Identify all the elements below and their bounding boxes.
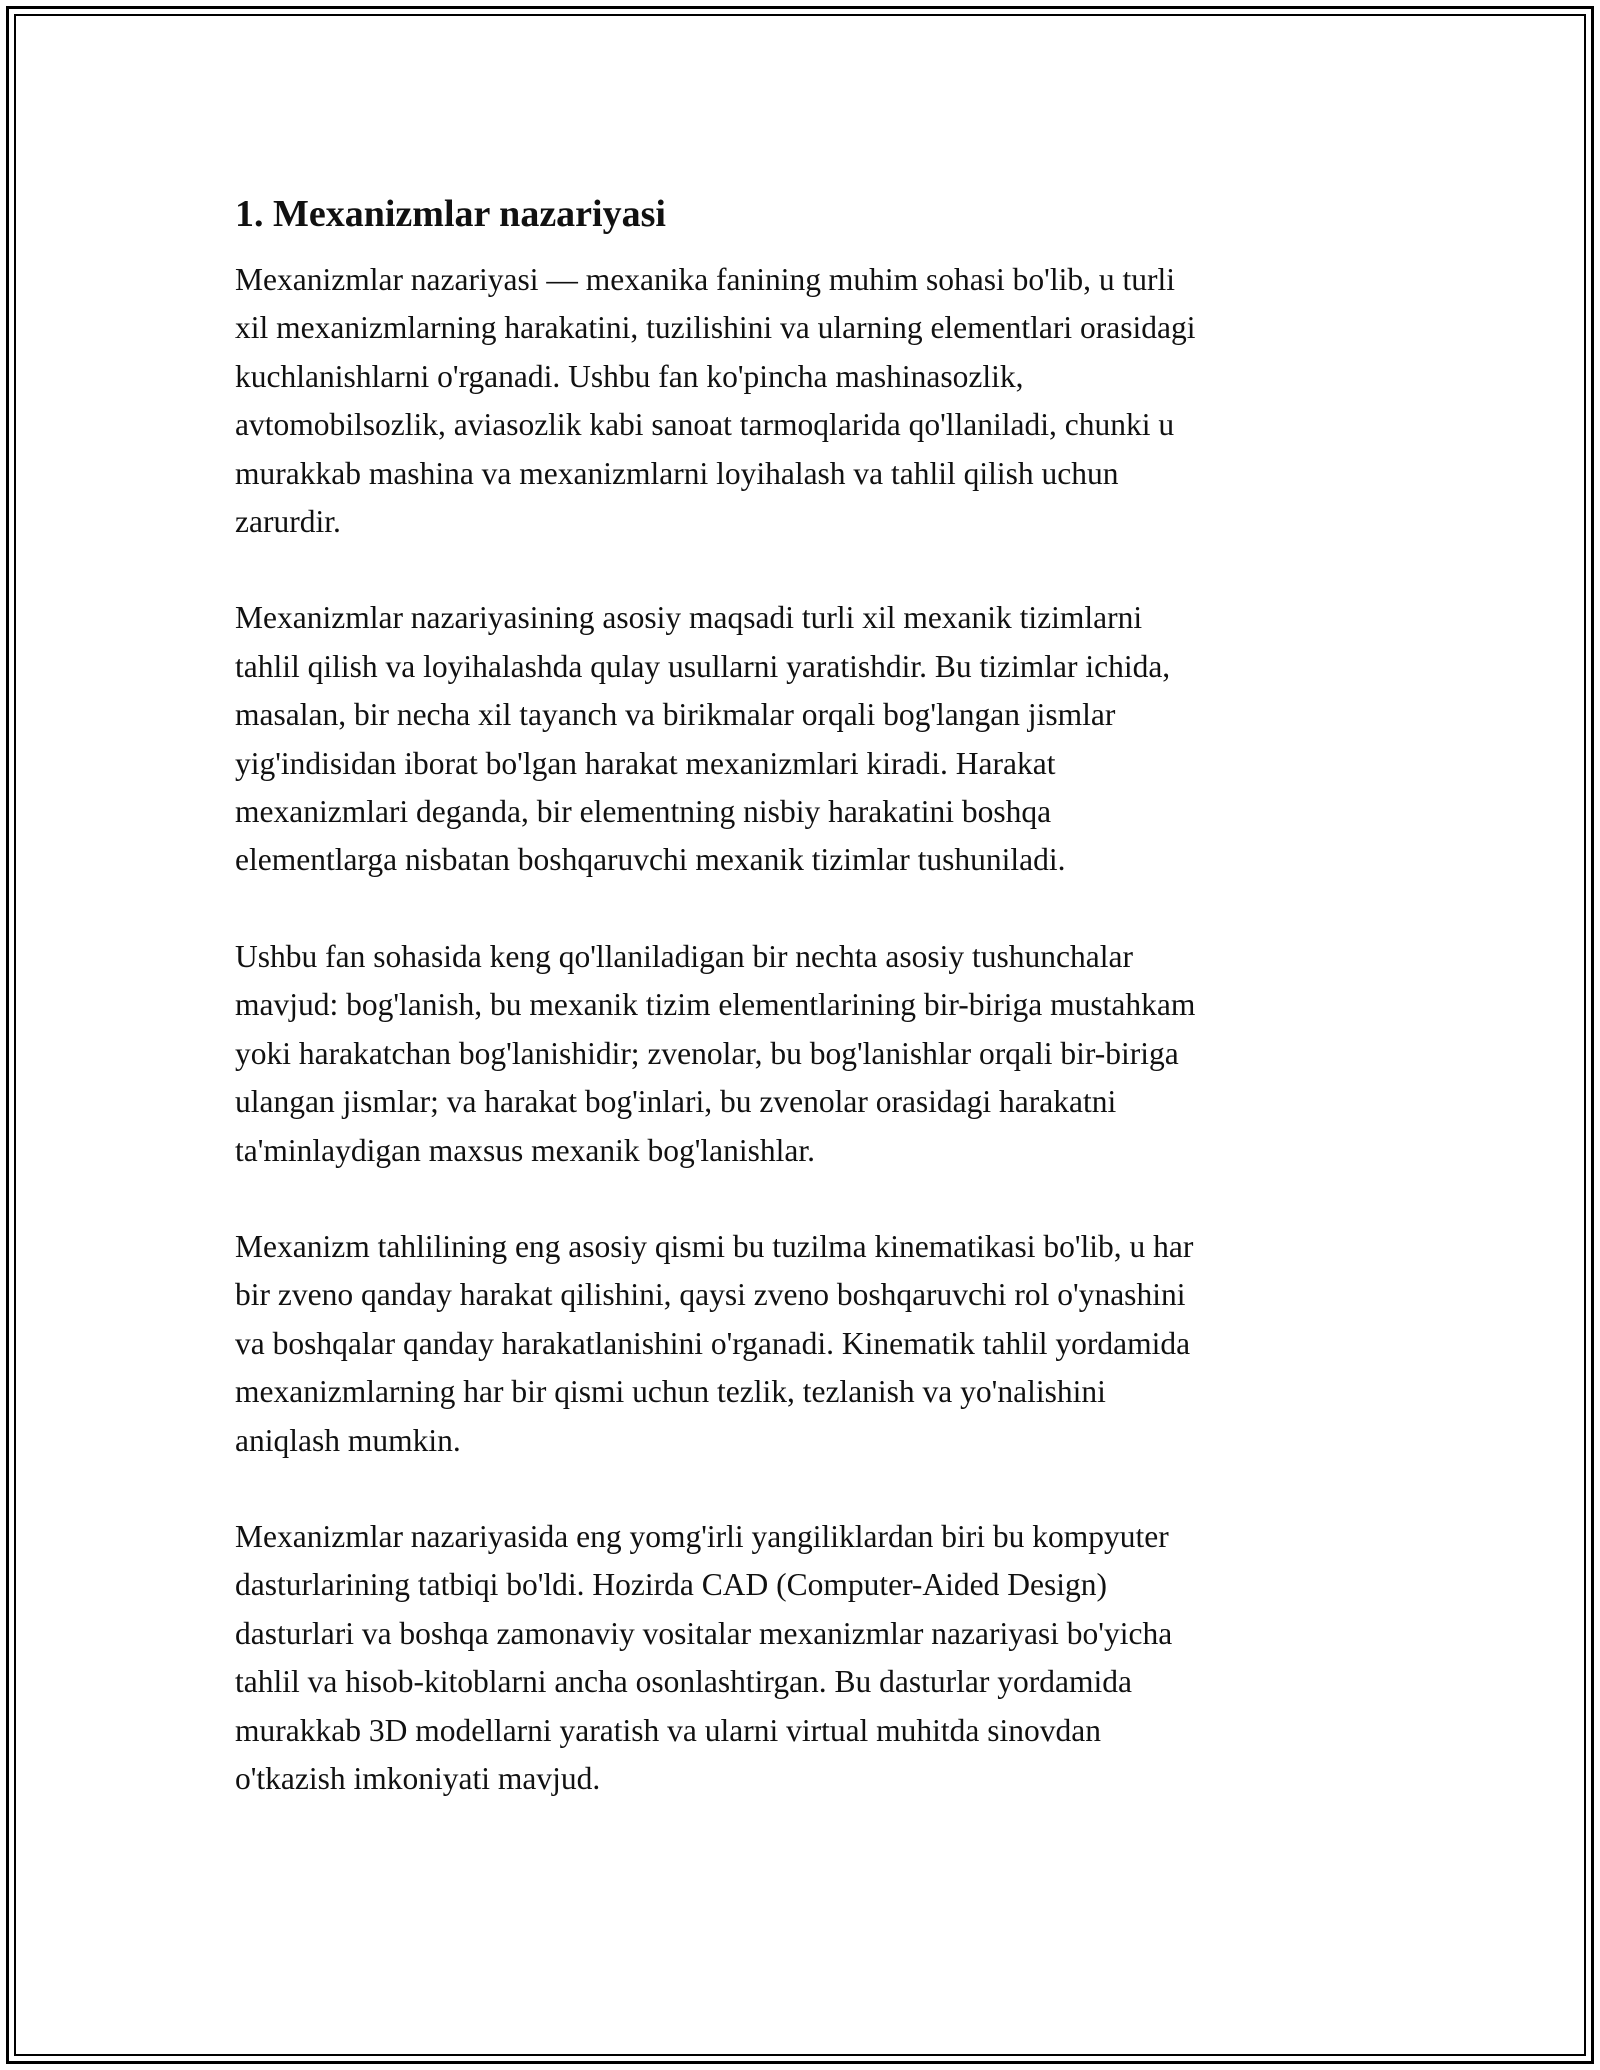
paragraph-1 [235,256,1375,546]
paragraph-line: Ushbu fan sohasida keng qo'llaniladigan bir nechta asosiy tushunchalar [235,938,1133,974]
paragraph-line: masalan, bir necha xil tayanch va birikmalar orqali bog'langan jismlar [235,697,1116,733]
paragraph-line: va boshqalar qanday harakatlanishini o'rganadi. Kinematik tahlil yordamida [235,1325,1191,1361]
paragraph-line: murakkab 3D modellarni yaratish va ularni virtual muhitda sinovdan [235,1712,1102,1748]
paragraph-line: dasturlari va boshqa zamonaviy vositalar mexanizmlar nazariyasi bo'yicha [235,1615,1173,1651]
document-content [235,186,1375,1851]
paragraph-line: mexanizmlarning har bir qismi uchun tezlik, tezlanish va yo'nalishini [235,1374,1106,1410]
paragraph-line: Mexanizmlar nazariyasining asosiy maqsadi turli xil mexanik tizimlarni [235,600,1143,636]
paragraph-line: xil mexanizmlarning harakatini, tuzilishini va ularning elementlari orasidagi [235,310,1196,346]
paragraph-2 [235,594,1375,884]
paragraph-line: yig'indisidan iborat bo'lgan harakat mexanizmlari kiradi. Harakat [235,745,1056,781]
paragraph-line: o'tkazish imkoniyati mavjud. [235,1760,601,1796]
paragraph-line: mavjud: bog'lanish, bu mexanik tizim elementlarining bir-biriga mustahkam [235,987,1196,1023]
paragraph-line: aniqlash mumkin. [235,1422,461,1458]
paragraph-line: elementlarga nisbatan boshqaruvchi mexanik tizimlar tushuniladi. [235,842,1066,878]
paragraph-line: yoki harakatchan bog'lanishidir; zvenolar, bu bog'lanishlar orqali bir-biriga [235,1035,1179,1071]
paragraph-line: Mexanizm tahlilining eng asosiy qismi bu tuzilma kinematikasi bo'lib, u har [235,1228,1194,1264]
paragraph-line: kuchlanishlarni o'rganadi. Ushbu fan ko'pincha mashinasozlik, [235,358,1024,394]
paragraph-line: dasturlarining tatbiqi bo'ldi. Hozirda CAD (Computer-Aided Design) [235,1567,1108,1603]
paragraph-line: mexanizmlari deganda, bir elementning nisbiy harakatini boshqa [235,794,1052,830]
paragraph-line: ta'minlaydigan maxsus mexanik bog'lanishlar. [235,1132,815,1168]
paragraph-line: Mexanizmlar nazariyasi — mexanika fanining muhim sohasi bo'lib, u turli [235,262,1175,297]
paragraph-line: Mexanizmlar nazariyasida eng yomg'irli yangiliklardan biri bu kompyuter [235,1518,1169,1554]
section-heading: 1. Mexanizmlar nazariyasi [235,193,666,235]
paragraph-4 [235,1223,1375,1465]
paragraph-line: tahlil va hisob-kitoblarni ancha osonlashtirgan. Bu dasturlar yordamida [235,1664,1132,1700]
paragraph-line: avtomobilsozlik, aviasozlik kabi sanoat tarmoqlarida qo'llaniladi, chunki u [235,407,1175,443]
paragraph-3 [235,933,1375,1175]
paragraph-line: zarurdir. [235,504,341,540]
paragraph-line: murakkab mashina va mexanizmlarni loyihalash va tahlil qilish uchun [235,455,1119,491]
paragraph-line: bir zveno qanday harakat qilishini, qaysi zveno boshqaruvchi rol o'ynashini [235,1277,1186,1313]
paragraph-line: tahlil qilish va loyihalashda qulay usullarni yaratishdir. Bu tizimlar ichida, [235,648,1171,684]
paragraph-line: ulangan jismlar; va harakat bog'inlari, bu zvenolar orasidagi harakatni [235,1084,1117,1120]
paragraph-5 [235,1513,1375,1803]
